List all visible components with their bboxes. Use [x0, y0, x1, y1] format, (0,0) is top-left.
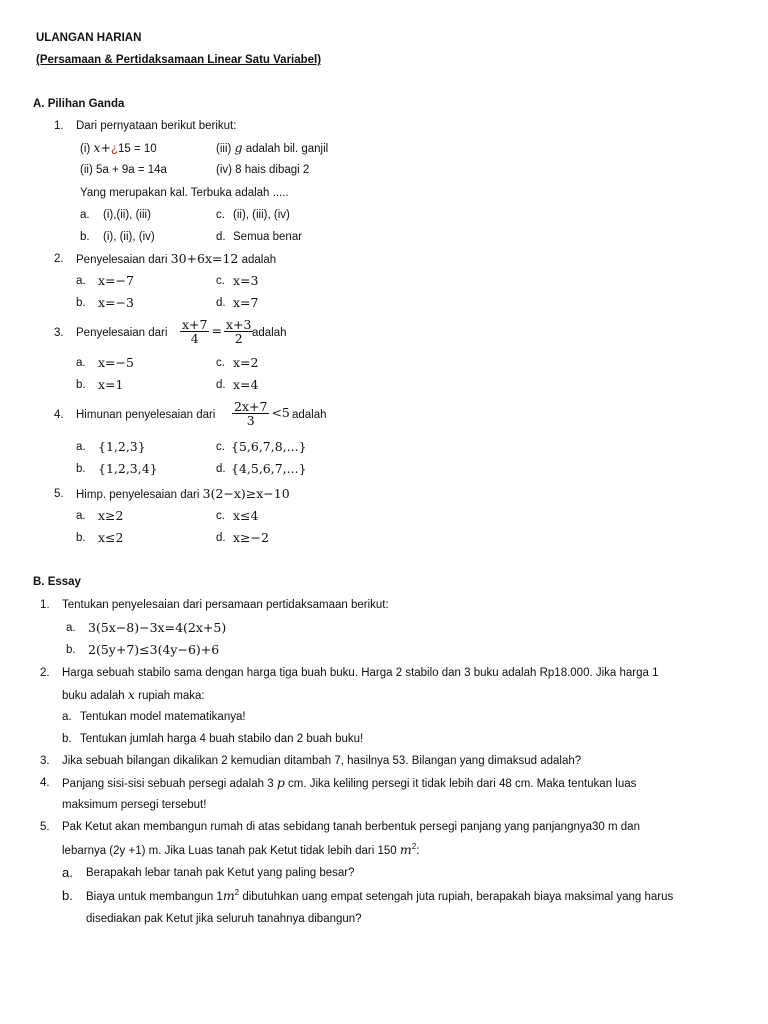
q1-number: 1. — [54, 120, 64, 132]
essay4-number: 4. — [40, 777, 50, 789]
q4-option-a-label: a. — [76, 441, 86, 453]
q5-option-a-label: a. — [76, 510, 86, 522]
essay1-number: 1. — [40, 599, 50, 611]
q1-statement-i — [80, 140, 157, 157]
essay5-b-label: b. — [62, 888, 73, 903]
q1-text: Dari pernyataan berikut berikut: — [76, 120, 237, 132]
essay2-b-text: Tentukan jumlah harga 4 buah stabilo dan 2 buah buku! — [80, 733, 364, 745]
q1-option-a-label: a. — [80, 209, 90, 221]
q2-suffix: adalah — [241, 254, 277, 266]
q2-option-c: x=3 — [233, 273, 259, 288]
essay4-line1-pre: Panjang sisi-sisi sebuah persegi adalah 3 — [62, 778, 274, 790]
q5-option-c-label: c. — [216, 510, 225, 522]
q1-option-c: (ii), (iii), (iv) — [233, 209, 290, 221]
q3-suffix: adalah — [252, 327, 287, 339]
q2-text — [76, 251, 276, 268]
essay1-a-expression: 3(5x−8)−3x=4(2x+5) — [88, 620, 227, 635]
q5-option-b-label: b. — [76, 532, 86, 544]
q3-fraction-left-den: 4 — [190, 331, 199, 346]
q2-option-a-label: a. — [76, 275, 86, 287]
q2-option-b-label: b. — [76, 297, 86, 309]
essay1-b-expression: 2(5y+7)≤3(4y−6)+6 — [88, 642, 220, 657]
q3-equals: = — [211, 323, 222, 338]
q1-statement-iii — [216, 140, 328, 157]
q1-option-c-label: c. — [216, 209, 225, 221]
essay1-a-label: a. — [66, 622, 76, 634]
q4-option-c-label: c. — [216, 441, 225, 453]
essay2-line2 — [62, 687, 205, 704]
q1-option-a: (i),(ii), (iii) — [103, 209, 151, 221]
essay2-line2-pre: buku adalah — [62, 690, 125, 702]
q1-statement-i-label: (i) — [80, 143, 91, 155]
q1-option-d-label: d. — [216, 231, 226, 243]
q2-text-label: Penyelesaian dari — [76, 254, 168, 266]
q3-fraction-right-num: x+3 — [225, 317, 252, 332]
q3-option-a: x=−5 — [98, 355, 134, 370]
essay4-line1-post: cm. Jika keliling persegi it tidak lebih dari 48 cm. Maka tentukan luas — [288, 778, 637, 790]
essay5-line2-post: : — [416, 845, 420, 857]
q5-number: 5. — [54, 488, 64, 500]
essay2-b-label: b. — [62, 733, 72, 745]
essay3-number: 3. — [40, 755, 50, 767]
q1-statement-ii: (ii) 5a + 9a = 14a — [80, 164, 167, 176]
essay5-b-exponent: 2 — [234, 888, 240, 898]
q1-option-d: Semua benar — [233, 231, 303, 243]
q1-statement-i-glyph: ¿ — [110, 143, 118, 155]
q2-number: 2. — [54, 253, 64, 265]
q3-option-c: x=2 — [233, 355, 259, 370]
essay4-line2: maksimum persegi tersebut! — [62, 799, 207, 811]
q1-statement-iii-var: g — [234, 140, 243, 155]
q3-option-d: x=4 — [233, 377, 259, 392]
q3-number: 3. — [54, 327, 64, 339]
essay5-b-pre: Biaya untuk membangun 1 — [86, 891, 223, 903]
q2-option-a: x=−7 — [98, 273, 134, 288]
q3-fraction-right-den: 2 — [234, 331, 243, 346]
q5-option-d-label: d. — [216, 532, 226, 544]
essay2-line2-post: rupiah maka: — [138, 690, 205, 702]
q4-option-d: {4,5,6,7,...} — [231, 461, 307, 476]
q1-option-b-label: b. — [80, 231, 90, 243]
q3-fraction-left — [180, 318, 209, 345]
q4-fraction-den: 3 — [246, 413, 255, 428]
section-b-heading: B. Essay — [33, 576, 81, 588]
q3-option-b: x=1 — [98, 377, 124, 392]
q3-fraction-right — [224, 318, 253, 345]
essay5-line2 — [62, 842, 419, 859]
essay2-a-text: Tentukan model matematikanya! — [80, 711, 246, 723]
essay4-line1-var: p — [276, 775, 285, 790]
essay5-line2-exponent: 2 — [411, 842, 417, 852]
essay5-b-post: dibutuhkan uang empat setengah juta rupiah, berapakah biaya maksimal yang harus — [242, 891, 674, 903]
q4-number: 4. — [54, 409, 64, 421]
q3-fraction-left-num: x+7 — [182, 317, 208, 332]
q2-option-c-label: c. — [216, 275, 225, 287]
q1-statement-i-var: x — [93, 140, 101, 155]
q4-suffix: adalah — [292, 409, 327, 421]
q1-statement-i-plus: + — [100, 140, 111, 155]
q3-option-b-label: b. — [76, 379, 86, 391]
q5-text — [76, 486, 290, 503]
q4-text: Himunan penyelesaian dari — [76, 409, 216, 421]
q2-expression: 30+6x=12 — [170, 251, 239, 266]
q3-equation — [178, 318, 255, 345]
q2-option-d-label: d. — [216, 297, 226, 309]
q3-option-a-label: a. — [76, 357, 86, 369]
q4-option-b-label: b. — [76, 463, 86, 475]
q1-statement-i-rest: 15 = 10 — [118, 143, 157, 155]
essay4-line1 — [62, 775, 636, 792]
essay2-a-label: a. — [62, 711, 72, 723]
q3-text: Penyelesaian dari — [76, 327, 168, 339]
q4-option-d-label: d. — [216, 463, 226, 475]
q4-fraction — [232, 400, 269, 427]
essay1-text: Tentukan penyelesaian dari persamaan pertidaksamaan berikut: — [62, 599, 389, 611]
q2-option-b: x=−3 — [98, 295, 134, 310]
essay5-a-label: a. — [62, 865, 73, 880]
section-a-heading: A. Pilihan Ganda — [33, 98, 125, 110]
essay5-a-text: Berapakah lebar tanah pak Ketut yang paling besar? — [86, 867, 355, 879]
essay5-b-unit: m — [222, 888, 235, 903]
document-title: ULANGAN HARIAN — [36, 32, 142, 44]
essay2-number: 2. — [40, 667, 50, 679]
q1-statement-iii-rest: adalah bil. ganjil — [245, 143, 329, 155]
q1-prompt: Yang merupakan kal. Terbuka adalah ..... — [80, 187, 289, 199]
q5-option-a: x≥2 — [98, 508, 124, 523]
essay5-b-line2: disediakan pak Ketut jika seluruh tanahnya dibangun? — [86, 913, 362, 925]
essay5-line2-unit: m — [399, 842, 412, 857]
q4-option-a: {1,2,3} — [98, 439, 146, 454]
q5-option-c: x≤4 — [233, 508, 259, 523]
essay2-line2-var: x — [127, 687, 135, 702]
q4-option-c: {5,6,7,8,...} — [231, 439, 307, 454]
essay3-text: Jika sebuah bilangan dikalikan 2 kemudian ditambah 7, hasilnya 53. Bilangan yang dimaksud adalah? — [62, 755, 582, 767]
q1-statement-iv: (iv) 8 hais dibagi 2 — [216, 164, 310, 176]
q4-inequality — [230, 400, 290, 427]
q5-text-label: Himp. penyelesaian dari — [76, 489, 200, 501]
q4-relation: <5 — [271, 405, 290, 420]
essay2-line1: Harga sebuah stabilo sama dengan harga tiga buah buku. Harga 2 stabilo dan 3 buku adalah Rp18.000. Jika harga 1 — [62, 667, 659, 679]
essay5-b-line1 — [86, 888, 673, 905]
essay5-number: 5. — [40, 821, 50, 833]
q1-option-b: (i), (ii), (iv) — [103, 231, 155, 243]
q5-expression: 3(2−x)≥x−10 — [202, 486, 290, 501]
essay5-line2-pre: lebarnya (2y +1) m. Jika Luas tanah pak Ketut tidak lebih dari 150 — [62, 845, 397, 857]
q4-fraction-num: 2x+7 — [234, 399, 268, 414]
essay1-b-label: b. — [66, 644, 76, 656]
q4-option-b: {1,2,3,4} — [98, 461, 158, 476]
q5-option-b: x≤2 — [98, 530, 124, 545]
q3-option-d-label: d. — [216, 379, 226, 391]
q3-option-c-label: c. — [216, 357, 225, 369]
essay5-line1: Pak Ketut akan membangun rumah di atas sebidang tanah berbentuk persegi panjang yang panjangnya30 m dan — [62, 821, 640, 833]
document-subtitle: (Persamaan & Pertidaksamaan Linear Satu Variabel) — [36, 54, 322, 66]
q2-option-d: x=7 — [233, 295, 259, 310]
q5-option-d: x≥−2 — [233, 530, 269, 545]
q1-statement-iii-label: (iii) — [216, 143, 232, 155]
